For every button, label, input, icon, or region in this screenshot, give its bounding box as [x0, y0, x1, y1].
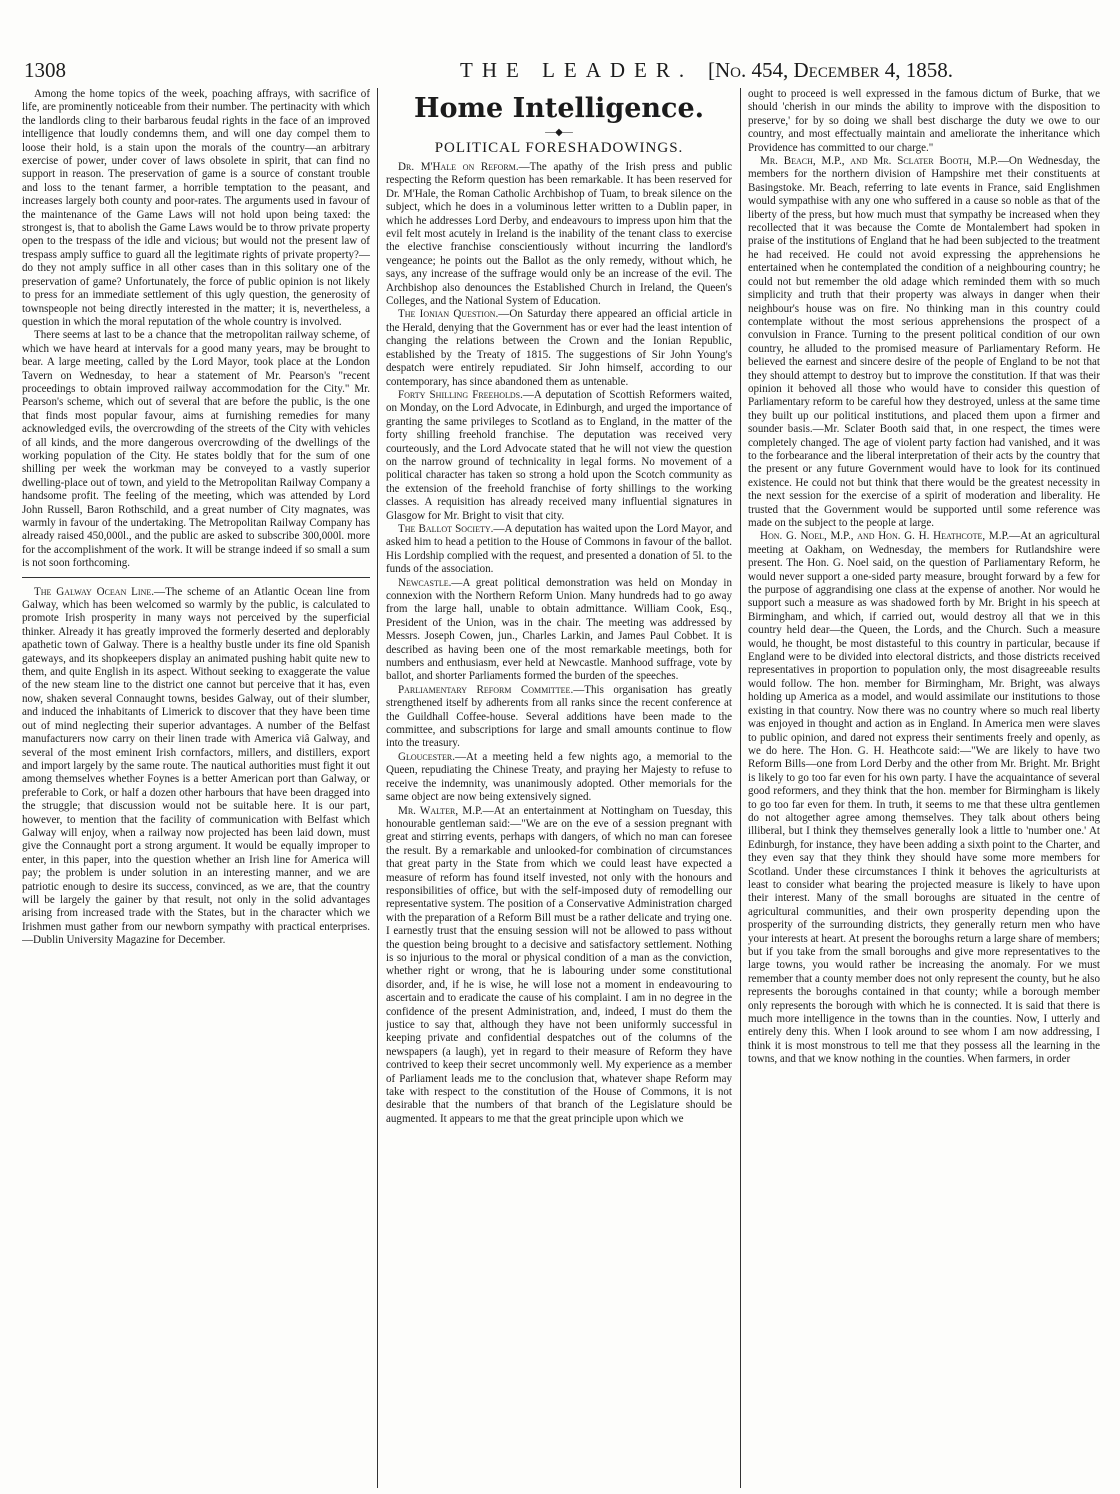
- column-rule-1: [377, 88, 378, 1488]
- article-paragraph: There seems at last to be a chance that the metropolitan railway scheme, of which we have heard at intervals for a good many years, may be brought to bear. A large meeting, called by the Lord Mayor, took place at the London Tavern on Wednesday, to hear a statement of Mr. Pearson's "recent proceedings to obtain improved railway accommodation for the City." Mr. Pearson's scheme, which out of several that are before the public, is the one that finds most popular favour, aims at furnishing remedies for many acknowledged evils, the overcrowding of the streets of the City with vehicles of all kinds, and the more dangerous overcrowding of the dwellings of the working population of the City. He states boldly that for the sum of one shilling per week the workman may be conveyed to a vastly superior dwelling-place out of town, and yield to the Metropolitan Railway Company a handsome profit. The feeling of the meeting, which was attended by Lord John Russell, Baron Rothschild, and a great number of City magnates, was warmly in favour of the undertaking. The Metropolitan Railway Company has already raised 450,000l., and the public are asked to subscribe 300,000l. more for the accomplishment of the work. It will be strange indeed if so small a sum is not soon forthcoming.: [22, 329, 370, 570]
- news-item: [386, 161, 732, 308]
- item-text: —A deputation of Scottish Reformers waited, on Monday, on the Lord Advocate, in Edinburgh, and urged the importance of granting the same privileges to Scotland as to England, in the matter of the forty shilling freehold franchise. The deputation was received very courteously, and the Lord Advocate stated that he will not view the question on the narrow ground of technicality in legal forms. No movement of a political character has taken so strong a hold upon the Scotch community as the extension of the freehold franchise of forty shillings to the working classes. A requisition has already received many influential signatures in Glasgow for Mr. Bright to visit that city.: [386, 388, 732, 522]
- news-item: [748, 155, 1100, 530]
- news-item: [386, 577, 732, 684]
- item-lead: Mr. Beach, M.P., and Mr. Sclater Booth, M.P.: [760, 155, 998, 168]
- news-item: [386, 308, 732, 388]
- news-item: [386, 523, 732, 577]
- column-3: [748, 88, 1100, 1490]
- page-header: [0, 58, 1120, 88]
- section-divider: [22, 577, 370, 578]
- news-items: [748, 88, 1100, 1067]
- item-lead: Mr. Walter, M.P.: [398, 804, 483, 817]
- item-lead: Hon. G. Noel, M.P., and Hon. G. H. Heathcote, M.P.: [760, 530, 1010, 543]
- news-item: [748, 530, 1100, 1066]
- news-item: [386, 805, 732, 1127]
- column-2: [386, 88, 732, 1490]
- item-lead: Parliamentary Reform Committee.: [398, 683, 574, 696]
- galway-article: [22, 586, 370, 948]
- item-lead: The Ballot Society.: [398, 522, 494, 535]
- news-item: [386, 389, 732, 523]
- item-text: —At a meeting held a few nights ago, a memorial to the Queen, repudiating the Chinese Treaty, and praying her Majesty to refuse to receive the indemnity, was unanimously adopted. Other memorials for the same object are now being extensively signed.: [386, 750, 732, 804]
- item-lead: Newcastle.: [398, 576, 452, 589]
- news-item: [386, 751, 732, 805]
- ornament-divider: —◆—: [545, 127, 573, 138]
- article-text: —The scheme of an Atlantic Ocean line from Galway, which has been welcomed so warmly by the public, is calculated to promote Irish prosperity in many ways not perceived by the superficial thinker. Already it has greatly improved the formerly deserted and deplorably apathetic town of Galway. There is a healthy bustle under its fine old Spanish gateways, and its shopkeepers display an animated pushing habit quite new to them, and quite English in its aspect. Without seeking to exaggerate the value of the new steam line to the district one cannot but perceive that it has, even now, shaken several Connaught towns, besides Galway, out of their slumber, and induced the inhabitants of Limerick to discover that they have been time out of mind neglecting their superior advantages. A number of the Belfast manufacturers now carry on their linen trade with America viâ Galway, and several of the most eminent Irish cornfactors, millers, and distillers, export and import largely by the same route. The nautical authorities must fight it out among themselves whether Foynes is a better American port than Galway, or preferable to Cork, or half a dozen other harbours that have been dragged into the struggle; that discussion would not be suitable here. It is our part, however, to mention that the facility of communication with Belfast which Galway will enjoy, when a railway now projected has been laid down, must give the Connaught port a strong argument. It would be equally improper to enter, in this paper, into the question whether an Irish line for America will pay; the problem is under solution in an interesting manner, and we are patriotic enough to desire its success, convinced, as we are, that the country will be largely the gainer by that result, not only in the solid advantages arising from increased trade with the States, but in the character which we Irishmen must gather from our newborn sympathy with practical enterprises.—Dublin University Magazine for December.: [22, 585, 370, 947]
- column-1: [22, 88, 370, 1490]
- article-paragraph: Among the home topics of the week, poaching affrays, with sacrifice of life, are prominently noticeable from their number. The pertinacity with which the landlords cling to their barbarous feudal rights in the face of an improved intelligence that loudly condemns them, and will one day compel them to loose their hold, is a stain upon the morals of the country—an arbitrary exercise of power, under cover of laws obsolete in spirit, that can find no support in reason. The preservation of game is a source of constant trouble and loss to the tenant farmer, a horrible temptation to the peasant, and increases largely both county and poor-rates. The arguments used in favour of the maintenance of the Game Laws will not hold upon being taxed: the strongest is, that to abolish the Game Laws would be to throw private property open to the trespass of the idle and vicious; but would not the present law of trespass amply suffice to guard all the legitimate rights of private property?—do they not amply suffice in all other cases than in this solitary one of the preservation of game? Unfortunately, the force of public opinion is not likely to press for an immediate settlement of this ugly question, the generosity of townspeople not being directly interested in the matter; it is, nevertheless, a question in which the moral reputation of the whole country is involved.: [22, 88, 370, 328]
- item-text: —This organisation has greatly strengthened itself by adherents from all ranks since the recent conference at the Guildhall Coffee-house. Several additions have been made to the committee, and subscriptions for large and small amounts continue to flow into the treasury.: [386, 683, 732, 750]
- item-text: —The apathy of the Irish press and public respecting the Reform question has been remarkable. It has been reserved for Dr. M'Hale, the Roman Catholic Archbishop of Tuam, to break silence on the subject, which he does in a voluminous letter written to a Dublin paper, in which he addresses Lord Derby, and endeavours to impress upon him that the evil felt most acutely in Ireland is the inability of the tenant class to exercise the elective franchise conscientiously without incurring the landlord's vengeance; he points out the Ballot as the only remedy, without which, he says, any increase of the suffrage would only be an increase of the evil. The Archbishop also denounces the Established Church in Ireland, the Queen's Colleges, and the National System of Education.: [386, 161, 732, 308]
- item-lead: Dr. M'Hale on Reform.: [398, 161, 519, 173]
- column-rule-2: [740, 88, 741, 1488]
- news-item: [386, 684, 732, 751]
- news-items: [386, 161, 732, 1126]
- item-lead: Gloucester.: [398, 750, 455, 763]
- item-text: ought to proceed is well expressed in the famous dictum of Burke, that we should 'cherish in our minds the ability to improve with the disposition to preserve,' for by so doing we shall best discharge the duty we owe to our country, and most effectually maintain and ameliorate the inheritance which Providence has committed to our charge.": [748, 88, 1100, 154]
- item-text: —At an entertainment at Nottingham on Tuesday, this honourable gentleman said:—"We are on the eve of a session pregnant with great and stirring events, perhaps with dangers, of which no man can foresee the result. By a remarkable and unlooked-for combination of circumstances that great party in the State from which we could least have expected a measure of reform has found itself invested, not only with the honours and responsibilities of office, but with the self-imposed duty of remodelling our representative system. The position of a Conservative Administration charged with the preparation of a Reform Bill must be a rather delicate and trying one. I earnestly trust that the ensuing session will not be allowed to pass without the question being brought to a decisive and satisfactory settlement. Nothing is so injurious to the moral or physical condition of a man as the conviction, whether right or wrong, that he is labouring under some constitutional disorder, and, if he is wise, he will lose not a moment in endeavouring to ascertain and to eradicate the cause of his complaint. I am in no degree in the confidence of the present Administration, and, indeed, I must do them the justice to say that, although they have not been uniformly successful in keeping private and confidential despatches out of the columns of the newspapers (a laugh), yet in regard to their measure of Reform they have contrived to keep their secret uncommonly well. My experience as a member of Parliament leads me to the conclusion that, whatever shape Reform may take with respect to the constitution of the House of Commons, it is not desirable that the numbers of that branch of the Legislature should be augmented. It appears to me that the great principle upon which we: [386, 804, 732, 1125]
- newspaper-title: THE LEADER.: [460, 58, 694, 82]
- item-text: —On Wednesday, the members for the northern division of Hampshire met their constituents at Basingstoke. Mr. Beach, referring to late events in France, said Englishmen would sympathise with any one who suffered in a cause so noble as that of the liberty of the press, but how much must that sympathy be increased when they recollected that it was because the Comte de Montalembert had spoken in praise of the institutions of England that he had been subjected to the treatment he had received. He could not avoid expressing the apprehensions he entertained when he contemplated the condition of a neighbouring country; he could not but remember the old adage which reminded them with so much simplicity and truth that their property was always in danger when their neighbour's house was on fire. No thinking man in this country could contemplate without the most serious apprehensions the prospect of a convulsion in France. Turning to the present political condition of our own country, he alluded to the promised measure of Parliamentary Reform. He believed the earnest and sincere desire of the people of England to be not that they should attempt to destroy but to improve the constitution. If that was their opinion it behoved all those who would have to consider this question of Parliamentary reform to be careful how they destroyed, unless at the same time they built up our political institutions, and placed them upon a firmer and sounder basis.—Mr. Sclater Booth said that, in one respect, the times were completely changed. The age of violent party faction had vanished, and it was to the forbearance and the liberal interpretation of their acts by the country that the present or any future Government would have to look for its continued existence. He could not but think that there would be the greatest necessity in the next session for the exercise of a spirit of moderation and liberality. He trusted that the Government would be supported until some reference was made on the subject to the people at large.: [748, 155, 1100, 529]
- item-text: —A great political demonstration was held on Monday in connexion with the Northern Reform Union. Many hundreds had to go away from the large hall, unable to obtain admittance. William Cook, Esq., President of the Union, was in the chair. The meeting was addressed by Messrs. Joseph Cowen, jun., Charles Larkin, and James Paul Cobbet. It is described as having been one of the most remarkable meetings, both for numbers and enthusiasm, ever held at Newcastle. Manhood suffrage, vote by ballot, and shorter Parliaments formed the burden of the speeches.: [386, 576, 732, 683]
- item-text: —On Saturday there appeared an official article in the Herald, denying that the Government has or ever had the least intention of changing the relations between the Crown and the Ionian Republic, established by the Treaty of 1815. The suggestions of Sir John Young's despatch were entirely repudiated. Sir John himself, according to our contemporary, has since abandoned them as untenable.: [386, 308, 732, 388]
- subheading: POLITICAL FORESHADOWINGS.: [434, 140, 684, 156]
- news-item: [748, 88, 1100, 155]
- section-title: Home Intelligence.: [413, 93, 705, 124]
- item-lead: Forty Shilling Freeholds.: [398, 388, 523, 401]
- article-lead: The Galway Ocean Line.: [34, 585, 155, 598]
- page-number: 1308: [24, 58, 66, 82]
- item-text: —At an agricultural meeting at Oakham, on Wednesday, the members for Rutlandshire were present. The Hon. G. Noel said, on the question of Parliamentary Reform, he would never support a one-sided party measure, brought forward by a few for the purpose of aggrandising one class at the expense of another. Nor would he support such a measure as was shadowed forth by Mr. Bright in his speech at Birmingham, and which, if carried out, would destroy all that we in this country held dear—the Queen, the Lords, and the Church. Such a measure would, he thought, be most distasteful to this country in particular, because if England were to be divided into electoral districts, and those districts received representatives in proportion to population only, the most disagreeable results would follow. The hon. member for Birmingham, Mr. Bright, was always holding up America as a model, and would assimilate our institutions to those existing in that country. Now there was no country where so much real liberty was enjoyed in thought and action as in England. In America men were slaves to public opinion, and dared not express their sentiments freely and openly, as we do here. The Hon. G. H. Heathcote said:—"We are likely to have two Reform Bills—one from Lord Derby and the other from Mr. Bright. Mr. Bright is likely to go too far even for his own party. I have the acquaintance of several good reformers, and they think that the hon. member for Birmingham is likely to go too far even for them. In truth, it seems to me that these ultra gentlemen do not altogether agree among themselves. They talk about others being illiberal, but I think they themselves generally look a little to 'number one.' At Edinburgh, for instance, they have been adding a sixth point to the Charter, and they even say that they think they should have some more members for Scotland. Under these circumstances I think it behoves the agriculturists at least to consider what bearing the projected measure is likely to have upon their interest. Many of the small boroughs are situated in the centre of agricultural communities, and their own prosperity depending upon the prosperity of the surrounding districts, they generally return men who have your interests at heart. At present the boroughs return a large share of members; but if you take from the small boroughs and give more representatives to the large towns, you would rather be increasing the anomaly. For we must remember that a county member does not only represent the county, but he also represents the boroughs contained in that county; while a borough member only represents the borough with which he is connected. It is said that there is much more intelligence in the towns than in the counties. Now, I utterly and entirely deny this. When I look around to see whom I am now addressing, I think it is most monstrous to tell me that they possess all the learning in the towns, and that we know nothing in the counties. When farmers, in order: [748, 530, 1100, 1066]
- item-text: —A deputation has waited upon the Lord Mayor, and asked him to head a petition to the House of Commons in favour of the ballot. His Lordship complied with the request, and presented a donation of 5l. to the funds of the association.: [386, 522, 732, 576]
- issue-info: [No. 454, December 4, 1858.: [708, 58, 953, 82]
- item-lead: The Ionian Question.: [398, 308, 499, 321]
